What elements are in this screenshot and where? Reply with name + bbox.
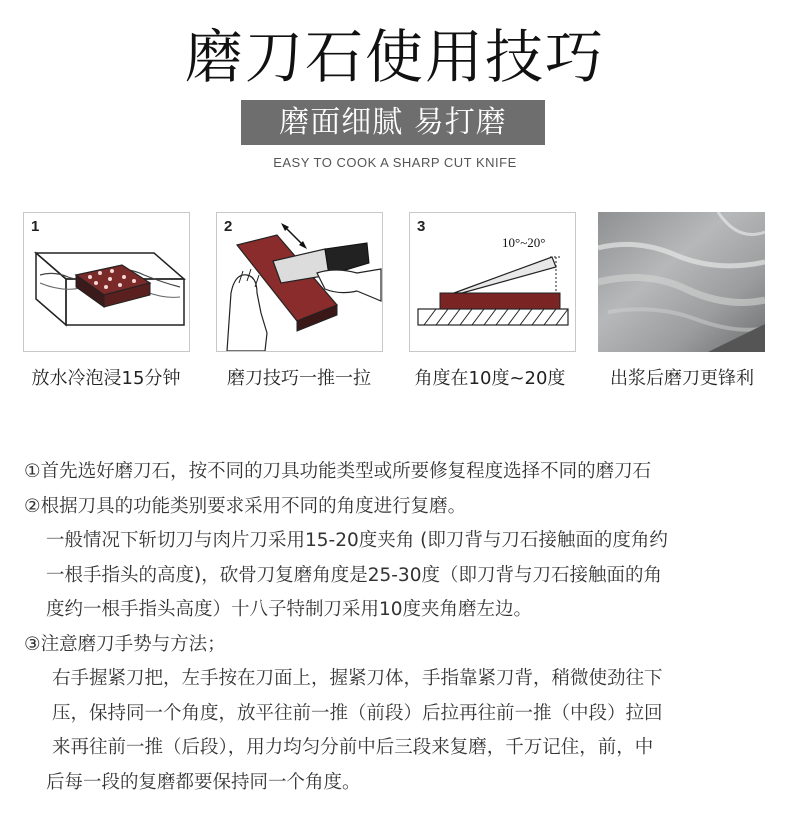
step-3-illustration [409,212,576,352]
instruction-2-line: 一根手指头的高度)，砍骨刀复磨角度是25-30度（即刀背与刀石接触面的角 [46,564,662,586]
step-number: 2 [224,218,233,235]
instruction-2-line: 度约一根手指头高度）十八子特制刀采用10度夹角磨左边。 [46,599,533,620]
instruction-3-line: 右手握紧刀把，左手按在刀面上，握紧刀体，手指靠紧刀背，稍微使劲往下 [52,668,663,689]
slurry-photo [598,212,765,352]
instruction-3-line: 后每一段的复磨都要保持同一个角度。 [46,771,361,793]
instruction-3-line: 压，保持同一个角度，放平往前一推（前段）后拉再往前一推（中段）拉回 [52,702,663,724]
feature-banner: 磨面细腻 易打磨 [241,100,545,145]
step-4-photo [598,212,765,352]
push-pull-sharpening-icon [217,213,382,351]
instruction-3: ③注意磨刀手势与方法； [24,633,226,655]
step-number: 1 [31,218,40,235]
english-subtitle: EASY TO COOK A SHARP CUT KNIFE [273,155,517,170]
step-2-illustration [216,212,383,352]
page-title: 磨刀石使用技巧 [184,23,605,91]
instructions [24,455,774,800]
soaking-stone-icon [24,213,189,351]
instruction-2-line: 一般情况下斩切刀与肉片刀采用15-20度夹角 (即刀背与刀石接触面的度角约 [46,530,668,551]
step-3-caption: 角度在10度~20度 [414,368,566,389]
instruction-3-line: 来再往前一推（后段），用力均匀分前中后三段来复磨，千万记住，前，中 [52,737,654,758]
step-1-caption: 放水冷泡浸15分钟 [31,368,181,389]
angle-label: 10°~20° [502,235,546,250]
blade-angle-icon [410,213,575,351]
instruction-1: ①首先选好磨刀石，按不同的刀具功能类型或所要修复程度选择不同的磨刀石 [24,461,652,482]
step-number: 3 [417,218,426,235]
step-4-caption: 出浆后磨刀更锋利 [610,368,754,389]
step-2-caption: 磨刀技巧一推一拉 [227,368,371,389]
instruction-2: ②根据刀具的功能类别要求采用不同的角度进行复磨。 [24,495,467,517]
step-1-illustration [23,212,190,352]
